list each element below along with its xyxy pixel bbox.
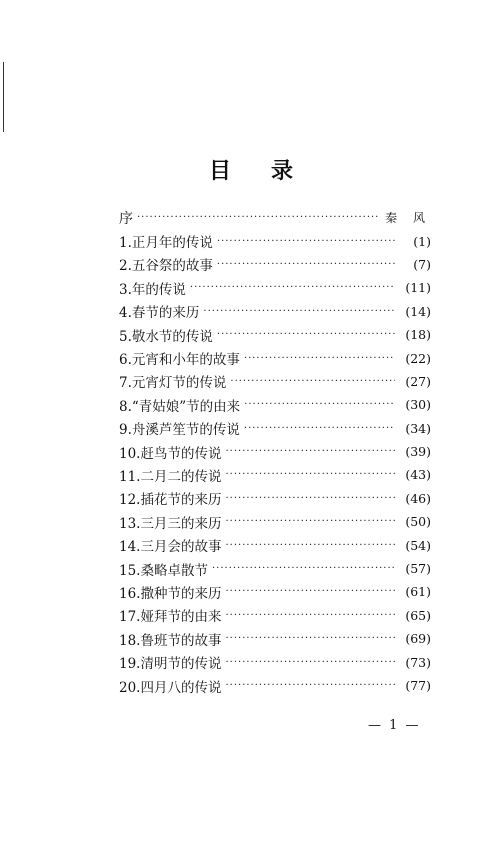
toc-row: [119, 604, 431, 627]
toc-page: (30): [405, 397, 431, 413]
page-title: [0, 154, 504, 185]
toc-leader-dots: [225, 680, 395, 691]
toc-row: [119, 323, 431, 346]
toc-leader-dots: [217, 259, 395, 270]
toc-label: 12.插花节的来历: [119, 492, 222, 509]
toc-page: (18): [405, 327, 431, 343]
toc-label: 19.清明节的传说: [119, 656, 222, 673]
toc-page: (14): [405, 303, 431, 319]
toc-leader-dots: [217, 236, 395, 247]
title-char-1: 目: [208, 159, 233, 184]
toc-leader-dots: [225, 633, 395, 644]
toc-page: (61): [405, 584, 431, 600]
toc-label: 13.三月三的来历: [119, 515, 222, 532]
toc-leader-dots: [244, 423, 395, 434]
toc-row: [119, 650, 431, 673]
toc-leader-dots: [217, 329, 395, 340]
toc-row: [119, 253, 431, 276]
toc-page: (27): [405, 373, 431, 389]
toc-row: [119, 487, 431, 510]
toc-label: 9.舟溪芦笙节的传说: [119, 422, 240, 439]
table-of-contents: [119, 206, 431, 697]
toc-label: 1.正月年的传说: [119, 235, 213, 252]
toc-row: [119, 440, 431, 463]
toc-row: [119, 417, 431, 440]
toc-leader-dots: [225, 516, 395, 527]
toc-row: [119, 276, 431, 299]
toc-page: (22): [405, 350, 431, 366]
toc-page: (57): [405, 561, 431, 577]
toc-page: (34): [405, 420, 431, 436]
toc-leader-dots: [244, 353, 395, 364]
toc-row: [119, 370, 431, 393]
toc-page: (65): [405, 607, 431, 623]
toc-row: [119, 463, 431, 486]
toc-row: [119, 533, 431, 556]
toc-label: 14.三月会的故事: [119, 539, 222, 556]
toc-row-preface: [119, 206, 431, 229]
toc-row: [119, 627, 431, 650]
toc-row: [119, 510, 431, 533]
toc-leader-dots: [225, 493, 395, 504]
toc-label: 16.撒种节的来历: [119, 585, 222, 602]
toc-leader-dots: [225, 586, 395, 597]
toc-leader-dots: [225, 446, 395, 457]
toc-label: 17.娅拜节的由来: [119, 609, 222, 626]
toc-label: 2.五谷祭的故事: [119, 258, 213, 275]
toc-label: 15.桑略卓散节: [119, 562, 208, 579]
toc-leader-dots: [225, 610, 395, 621]
toc-row: [119, 557, 431, 580]
toc-leader-dots: [225, 469, 395, 480]
toc-leader-dots: [225, 657, 395, 668]
toc-leader-dots: [244, 399, 395, 410]
toc-row: [119, 580, 431, 603]
toc-page: (54): [405, 537, 431, 553]
toc-page: (73): [405, 654, 431, 670]
page-number: — 1 —: [368, 718, 421, 733]
scan-edge-line: [3, 62, 4, 132]
toc-leader-dots: [137, 212, 379, 223]
toc-page: (1): [413, 233, 431, 249]
title-char-2: 录: [271, 159, 296, 184]
toc-label: 20.四月八的传说: [119, 679, 222, 696]
toc-label: 8.“青姑娘”节的由来: [119, 398, 241, 415]
toc-row: [119, 346, 431, 369]
toc-page: (77): [405, 678, 431, 693]
toc-label: 6.元宵和小年的故事: [119, 352, 240, 369]
toc-page: (46): [405, 490, 431, 506]
toc-row: [119, 674, 431, 697]
toc-row: [119, 393, 431, 416]
toc-label: 18.鲁班节的故事: [119, 632, 222, 649]
toc-label: 5.敬水节的传说: [119, 328, 213, 345]
toc-leader-dots: [230, 376, 395, 387]
toc-leader-dots: [190, 282, 395, 293]
toc-label: 4.春节的来历: [119, 305, 200, 322]
toc-label: 序: [119, 210, 133, 227]
toc-label: 11.二月二的传说: [119, 468, 222, 485]
toc-leader-dots: [203, 306, 395, 317]
toc-page: (11): [405, 280, 431, 296]
toc-page: 秦 风: [385, 211, 431, 226]
toc-row: [119, 300, 431, 323]
toc-leader-dots: [225, 540, 395, 551]
toc-row: [119, 229, 431, 252]
toc-page: (7): [413, 256, 431, 272]
toc-label: 10.赶鸟节的传说: [119, 445, 222, 462]
toc-page: (43): [405, 467, 431, 483]
toc-leader-dots: [212, 563, 395, 574]
toc-page: (39): [405, 444, 431, 460]
toc-label: 7.元宵灯节的传说: [119, 375, 227, 392]
toc-label: 3.年的传说: [119, 281, 186, 298]
toc-page: (69): [405, 631, 431, 647]
toc-page: (50): [405, 514, 431, 530]
